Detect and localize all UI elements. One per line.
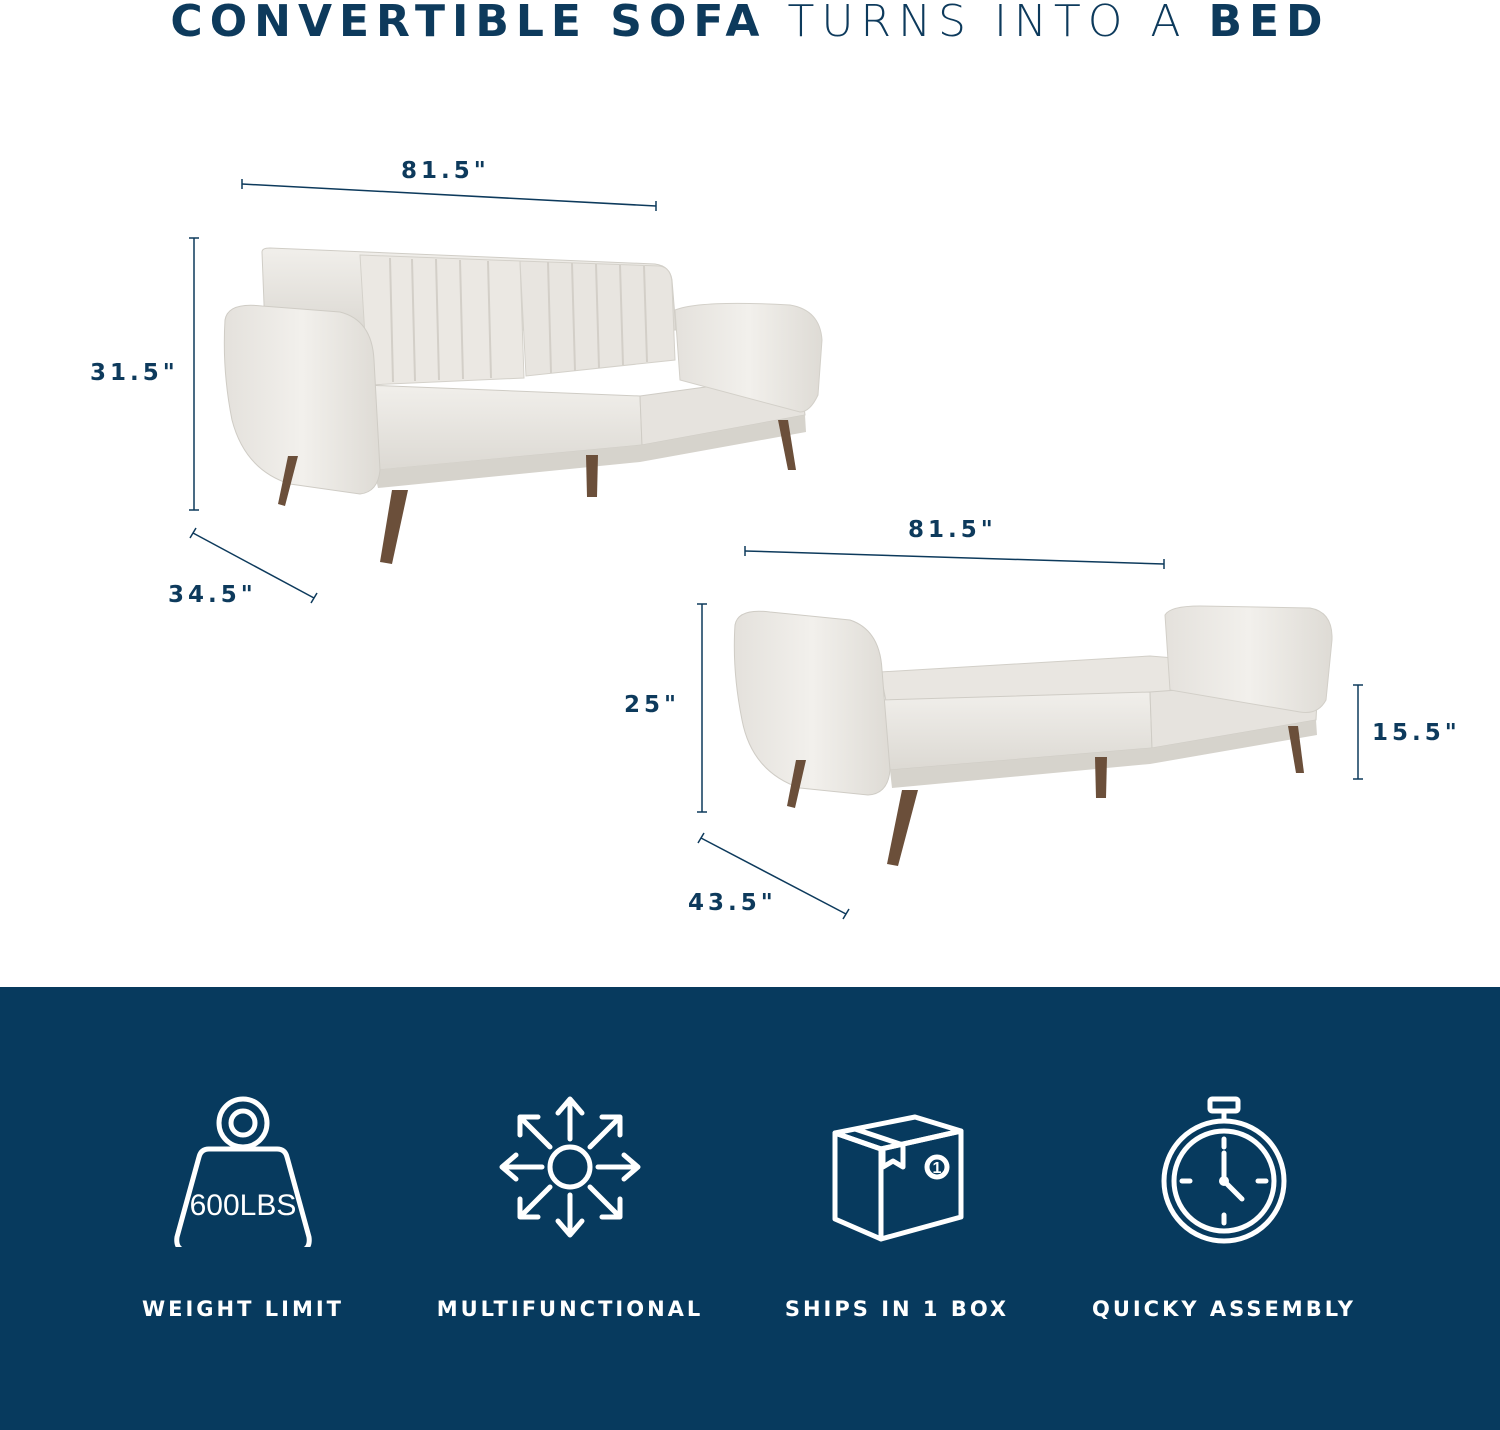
arrows-icon [490, 1087, 650, 1247]
feature-label-ships: SHIPS IN 1 BOX [784, 1297, 1010, 1321]
feature-weight-limit [83, 1087, 403, 1321]
bed-seat-height-label: 15.5" [1372, 720, 1461, 746]
feature-label-multifunctional: MULTIFUNCTIONAL [436, 1297, 704, 1321]
feature-multifunctional [410, 1087, 730, 1321]
sofa-depth-label: 34.5" [168, 582, 257, 608]
bed-height-label: 25" [624, 692, 680, 718]
features-band [0, 987, 1500, 1430]
bed-width-label: 81.5" [908, 517, 997, 543]
sofa-width-label: 81.5" [401, 158, 490, 184]
title-part-3: BED [1208, 0, 1330, 47]
weight-icon [163, 1087, 323, 1247]
box-icon-text: 1 [932, 1160, 942, 1177]
box-icon [817, 1087, 977, 1247]
feature-ships-in-box [737, 1087, 1057, 1321]
title-part-2: TURNS INTO A [787, 0, 1188, 47]
bed-depth-label: 43.5" [688, 890, 777, 916]
title-part-1: CONVERTIBLE SOFA [170, 0, 767, 47]
sofa-illustration [224, 248, 822, 564]
feature-label-assembly: QUICKY ASSEMBLY [1091, 1297, 1357, 1321]
bed-illustration [734, 606, 1332, 866]
stopwatch-icon [1144, 1087, 1304, 1247]
weight-icon-text: 600LBS [189, 1189, 297, 1222]
sofa-height-label: 31.5" [90, 360, 179, 386]
feature-quick-assembly [1064, 1087, 1384, 1321]
feature-label-weight: WEIGHT LIMIT [141, 1297, 344, 1321]
